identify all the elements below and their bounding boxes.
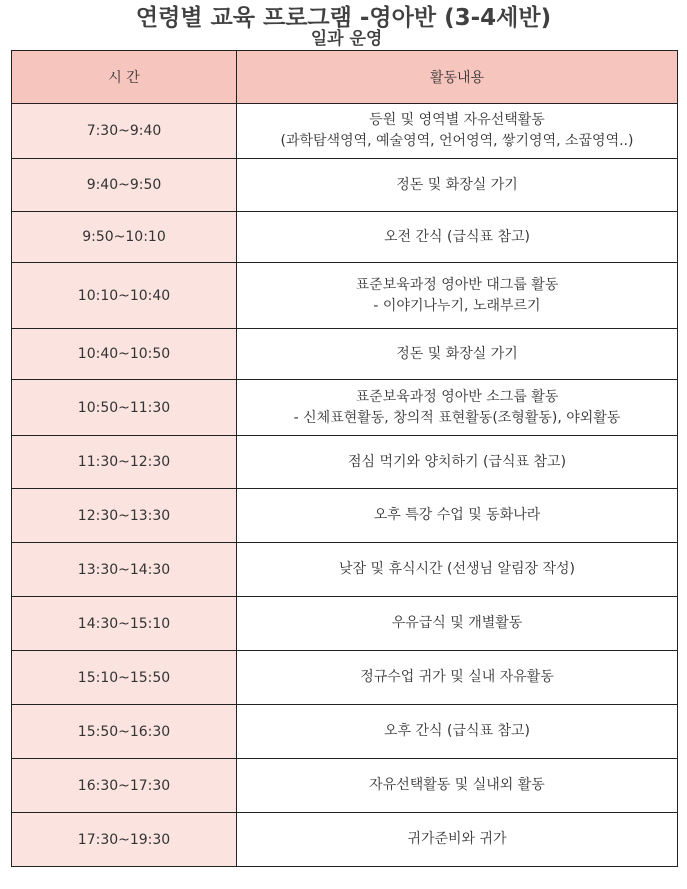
activity-line: 오후 간식 (급식표 참고) [384, 723, 530, 739]
activity-line: 표준보육과정 영아반 대그룹 활동 [355, 276, 559, 293]
activity-cell [237, 380, 678, 436]
table-row [12, 651, 678, 705]
table-row [12, 436, 678, 489]
time-cell: 14:30~15:10 [12, 597, 237, 651]
activity-line: 귀가준비와 귀가 [407, 831, 507, 847]
table-row [12, 597, 678, 651]
table-row [12, 705, 678, 759]
activity-cell [237, 212, 678, 263]
time-cell: 10:10~10:40 [12, 263, 237, 329]
activity-column-header: 활동내용 [237, 51, 678, 104]
activity-cell [237, 651, 678, 705]
activity-line: 낮잠 및 휴식시간 (선생님 알림장 작성) [338, 561, 576, 577]
page-subtitle: 일과 운영 [310, 29, 383, 49]
table-row [12, 263, 678, 329]
activity-line: - 이야기나누기, 노래부르기 [373, 297, 541, 314]
activity-line: 정돈 및 화장실 가기 [396, 176, 518, 193]
activity-cell [237, 705, 678, 759]
activity-cell [237, 159, 678, 212]
table-row [12, 813, 678, 867]
time-cell: 15:50~16:30 [12, 705, 237, 759]
activity-line: 우유급식 및 개별활동 [391, 615, 523, 631]
table-row [12, 380, 678, 436]
table-row [12, 329, 678, 380]
activity-cell [237, 543, 678, 597]
table-header-row [12, 51, 678, 104]
page-title: 연령별 교육 프로그램 -영아반 (3-4세반) [135, 5, 552, 31]
activity-line: 정돈 및 화장실 가기 [396, 345, 518, 362]
activity-cell [237, 813, 678, 867]
schedule-rows [12, 104, 678, 867]
activity-line: 등원 및 영역별 자유선택활동 [369, 112, 545, 128]
activity-line: 자유선택활동 및 실내외 활동 [369, 777, 545, 793]
time-cell: 10:50~11:30 [12, 380, 237, 436]
activity-cell [237, 263, 678, 329]
table-row [12, 212, 678, 263]
activity-cell [237, 436, 678, 489]
time-cell: 7:30~9:40 [12, 104, 237, 159]
activity-cell [237, 104, 678, 159]
table-row [12, 489, 678, 543]
table-row [12, 159, 678, 212]
activity-cell [237, 329, 678, 380]
activity-cell [237, 759, 678, 813]
activity-line: (과학탐색영역, 예술영역, 언어영역, 쌓기영역, 소꿉영역..) [280, 133, 634, 149]
time-cell: 12:30~13:30 [12, 489, 237, 543]
activity-cell [237, 489, 678, 543]
activity-line: 정규수업 귀가 및 실내 자유활동 [360, 669, 554, 685]
time-cell: 9:50~10:10 [12, 212, 237, 263]
activity-line: 오전 간식 (급식표 참고) [384, 228, 530, 245]
schedule-table [11, 50, 678, 867]
time-column-header: 시 간 [12, 51, 237, 104]
activity-line: - 신체표현활동, 창의적 표현활동(조형활동), 야외활동 [293, 409, 621, 426]
time-cell: 17:30~19:30 [12, 813, 237, 867]
time-cell: 13:30~14:30 [12, 543, 237, 597]
table-row [12, 104, 678, 159]
table-row [12, 759, 678, 813]
activity-cell [237, 597, 678, 651]
time-cell: 16:30~17:30 [12, 759, 237, 813]
table-row [12, 543, 678, 597]
activity-line: 점심 먹기와 양치하기 (급식표 참고) [347, 453, 567, 470]
time-cell: 9:40~9:50 [12, 159, 237, 212]
activity-line: 표준보육과정 영아반 소그룹 활동 [355, 388, 559, 405]
time-cell: 11:30~12:30 [12, 436, 237, 489]
time-cell: 10:40~10:50 [12, 329, 237, 380]
activity-line: 오후 특강 수업 및 동화나라 [373, 507, 541, 523]
time-cell: 15:10~15:50 [12, 651, 237, 705]
